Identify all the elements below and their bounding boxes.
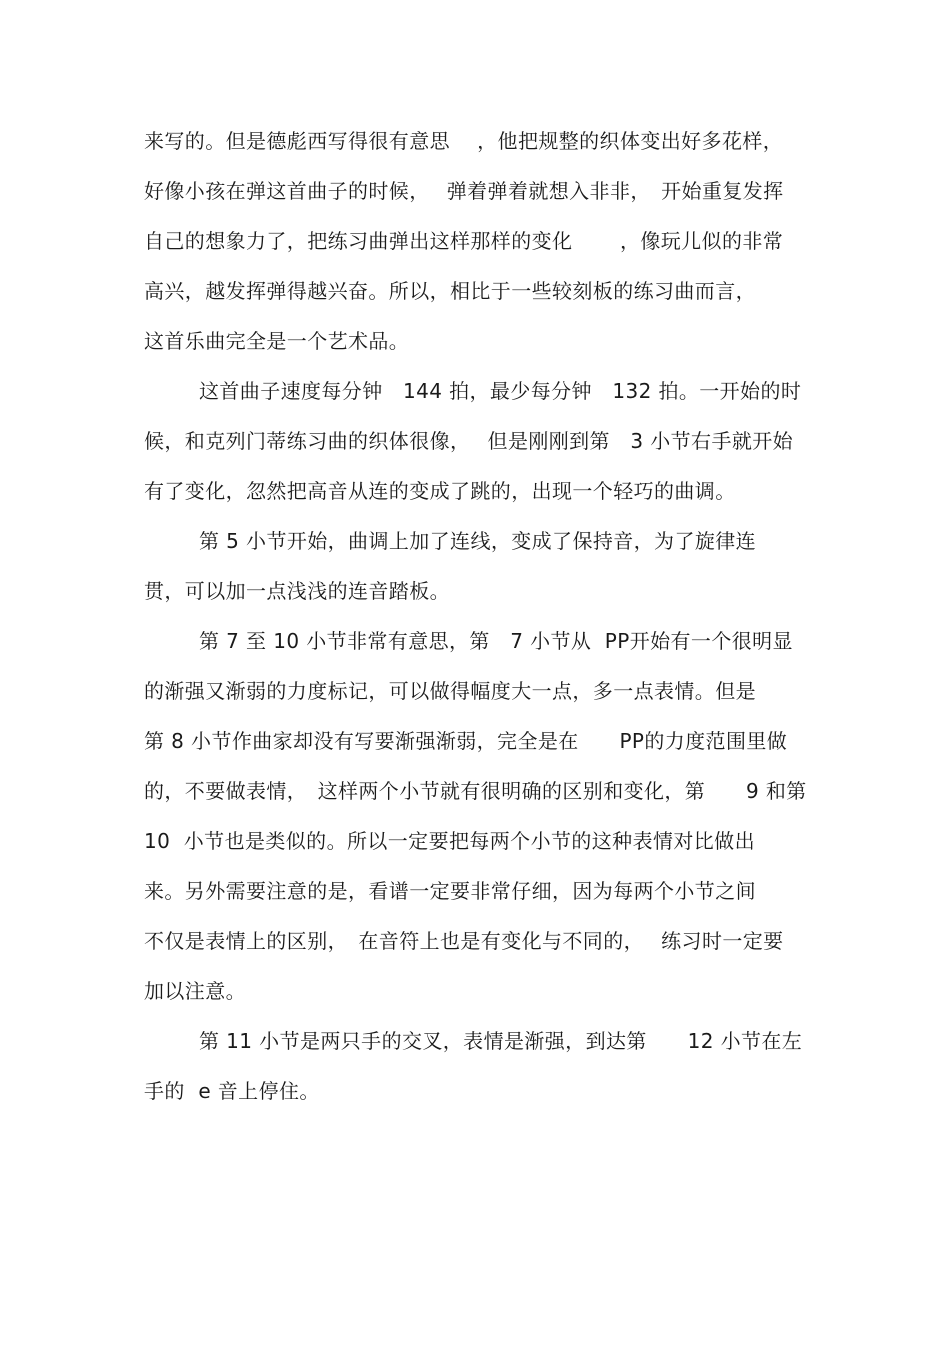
text-line: 第 8 小节作曲家却没有写要渐强渐弱，完全是在 PP的力度范围里做	[144, 729, 788, 753]
paragraph-first-line: 这首曲子速度每分钟 144 拍，最少每分钟 132 拍。一开始的时	[199, 379, 802, 403]
text-line: 加以注意。	[144, 979, 246, 1003]
text-line: 手的 e 音上停住。	[144, 1079, 320, 1103]
paragraph-first-line: 第 5 小节开始，曲调上加了连线，变成了保持音，为了旋律连	[199, 529, 757, 553]
text-line: 好像小孩在弹这首曲子的时候， 弹着弹着就想入非非， 开始重复发挥	[144, 179, 784, 203]
text-line: 10 小节也是类似的。所以一定要把每两个小节的这种表情对比做出	[144, 829, 755, 853]
text-line: 自己的想象力了，把练习曲弹出这样那样的变化 ，像玩儿似的非常	[144, 229, 784, 253]
paragraph-first-line: 第 11 小节是两只手的交叉，表情是渐强，到达第 12 小节在左	[199, 1029, 803, 1053]
text-line: 来。另外需要注意的是，看谱一定要非常仔细，因为每两个小节之间	[144, 879, 756, 903]
text-line: 贯，可以加一点浅浅的连音踏板。	[144, 579, 450, 603]
paragraph-first-line: 第 7 至 10 小节非常有意思，第 7 小节从 PP开始有一个很明显	[199, 629, 793, 653]
text-line: 来写的。但是德彪西写得很有意思 ，他把规整的织体变出好多花样，	[144, 129, 784, 153]
text-line: 有了变化，忽然把高音从连的变成了跳的，出现一个轻巧的曲调。	[144, 479, 736, 503]
text-line: 高兴，越发挥弹得越兴奋。所以，相比于一些较刻板的练习曲而言，	[144, 279, 756, 303]
text-line: 的渐强又渐弱的力度标记，可以做得幅度大一点，多一点表情。但是	[144, 679, 756, 703]
text-line: 这首乐曲完全是一个艺术品。	[144, 329, 410, 353]
text-line: 的，不要做表情， 这样两个小节就有很明确的区别和变化，第 9 和第	[144, 779, 807, 803]
text-line: 候，和克列门蒂练习曲的织体很像， 但是刚刚到第 3 小节右手就开始	[144, 429, 794, 453]
text-line: 不仅是表情上的区别， 在音符上也是有变化与不同的， 练习时一定要	[144, 929, 784, 953]
